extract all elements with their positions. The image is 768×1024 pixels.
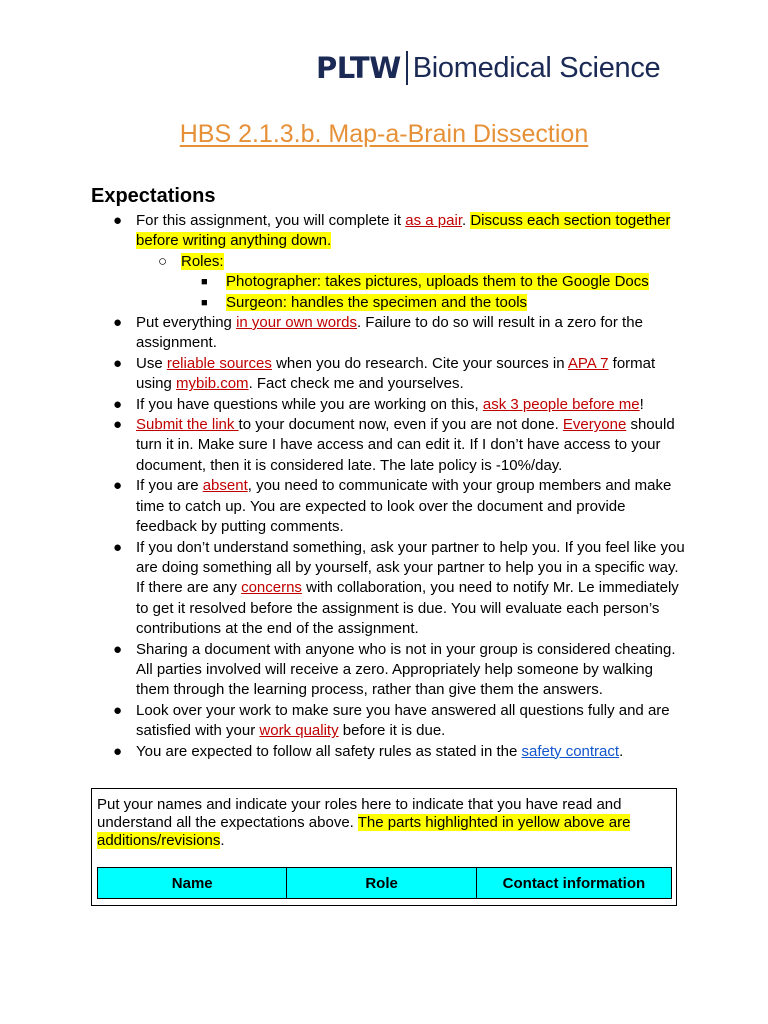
list-item: ● You are expected to follow all safety rules as stated in the safety contract.	[0, 742, 768, 762]
column-header-contact[interactable]: Contact information	[476, 868, 671, 899]
list-item	[0, 252, 768, 272]
list-item: ● Sharing a document with anyone who is not in your group is considered cheating. All parties involved will receive a zero. Appropriately help someone by walking them through the learning process, rather than give them the answers.	[113, 640, 676, 699]
link-absent[interactable]: absent	[202, 477, 248, 495]
bullet-icon: ●	[113, 640, 123, 658]
list-item: ● Put everything in your own words. Failure to do so will result in a zero for the assignment.	[113, 314, 643, 352]
list-item: ● If you are absent, you need to communicate with your group members and make time to catch up. You are expected to look over the document and provide feedback by putting comments.	[113, 477, 672, 536]
roles-box	[91, 788, 677, 906]
bullet-icon: ●	[113, 742, 123, 760]
list-item	[0, 293, 768, 313]
column-header-role[interactable]: Role	[287, 868, 476, 899]
circle-bullet-icon: ○	[158, 252, 168, 270]
column-header-name[interactable]: Name	[98, 868, 287, 899]
bullet-icon: ●	[113, 701, 123, 719]
logo-divider	[406, 51, 408, 85]
square-bullet-icon: ■	[201, 296, 208, 309]
list-item: ● If you don’t understand something, ask your partner to help you. If you feel like you are doing something all by yourself, ask your partner to help you in a specific way. If there are any concerns with collaboration, you need to notify Mr. Le immediately to get it resolved before the assignment is due. You will evaluate each person’s contributions at the end of the assignment.	[113, 538, 685, 638]
roles-instructions: Put your names and indicate your roles here to indicate that you have read and understand all the expectations above. The parts highlighted in yellow above are additions/revisions.	[97, 796, 631, 849]
list-item	[0, 272, 768, 292]
highlighted-text: Surgeon: handles the specimen and the tools	[226, 293, 528, 311]
list-item: ● Look over your work to make sure you have answered all questions fully and are satisfied with your work quality before it is due.	[113, 701, 670, 740]
link-apa-7[interactable]: APA 7	[567, 354, 609, 372]
expectations-list	[0, 211, 768, 762]
link-everyone[interactable]: Everyone	[562, 416, 627, 434]
highlighted-text: Photographer: takes pictures, uploads them to the Google Docs	[226, 273, 649, 291]
list-item: ● If you have questions while you are working on this, ask 3 people before me!	[0, 395, 768, 415]
logo-brand: PLTW	[316, 51, 401, 85]
pltw-logo	[316, 48, 660, 88]
link-work-quality[interactable]: work quality	[259, 722, 339, 740]
bullet-icon: ●	[113, 354, 123, 372]
highlighted-text: Roles:	[181, 252, 224, 270]
square-bullet-icon: ■	[201, 276, 208, 289]
list-item: ● Use reliable sources when you do research. Cite your sources in APA 7 format using mybib.com. Fact check me and yourselves.	[113, 354, 656, 393]
link-safety-contract[interactable]: safety contract	[521, 742, 620, 760]
link-reliable-sources[interactable]: reliable sources	[166, 354, 272, 372]
bullet-icon: ●	[113, 395, 123, 413]
bullet-icon: ●	[113, 416, 123, 434]
table-header-row	[98, 868, 672, 899]
section-heading: Expectations	[91, 185, 216, 207]
link-as-a-pair[interactable]: as a pair	[405, 212, 462, 229]
link-concerns[interactable]: concerns	[241, 579, 302, 597]
document-title[interactable]: HBS 2.1.3.b. Map-a-Brain Dissection	[179, 120, 589, 148]
list-item: ● Submit the link to your document now, even if you are not done. Everyone should turn it in. Make sure I have access and can edit it. If I don’t have access to your document, then it is considered late. The late policy is -10%/day.	[113, 416, 675, 474]
bullet-icon: ●	[113, 212, 123, 229]
link-ask-3-people[interactable]: ask 3 people before me	[482, 395, 640, 413]
logo-subtitle: Biomedical Science	[412, 51, 661, 84]
highlighted-text: The parts highlighted in yellow above are additions/revisions	[97, 814, 631, 849]
bullet-icon: ●	[113, 314, 123, 332]
highlighted-text: Discuss each section together before writing anything down.	[136, 212, 671, 250]
link-submit-the-link[interactable]: Submit the link	[136, 416, 239, 434]
bullet-icon: ●	[113, 477, 123, 495]
bullet-icon: ●	[113, 538, 123, 556]
link-in-your-own-words[interactable]: in your own words	[236, 314, 357, 332]
link-mybib[interactable]: mybib.com	[176, 375, 249, 393]
contact-table	[97, 867, 672, 899]
list-item: ● For this assignment, you will complete it as a pair. Discuss each section together before writing anything down.	[113, 212, 671, 250]
